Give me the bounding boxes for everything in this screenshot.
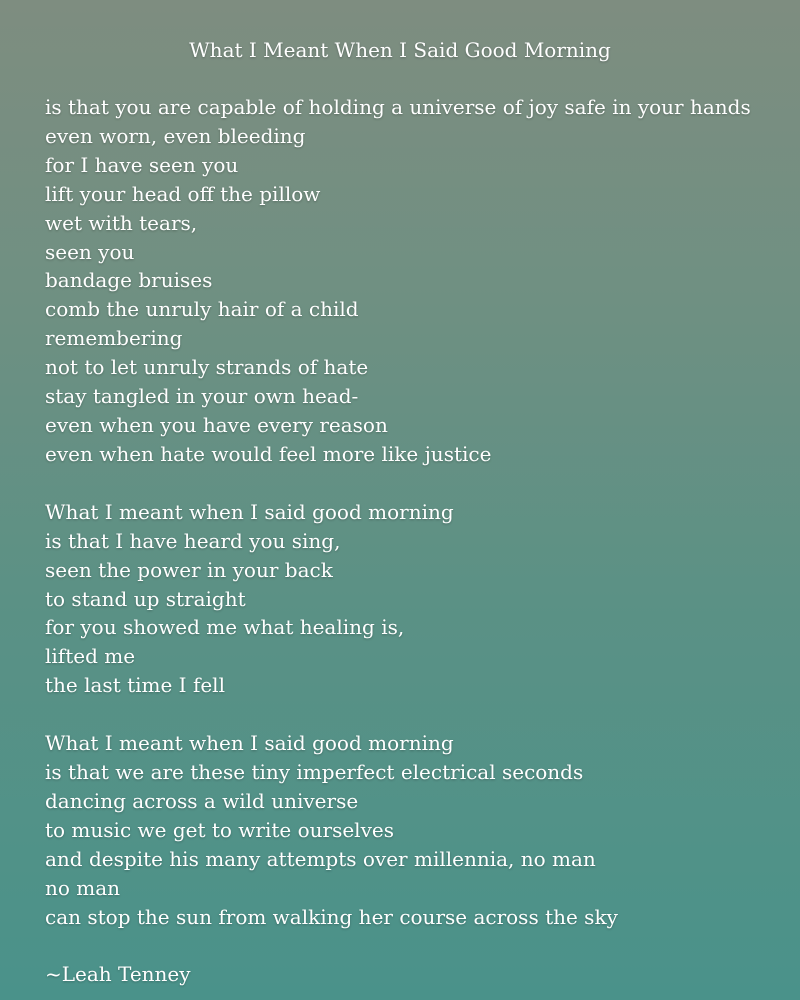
poem-line: no man: [45, 875, 121, 900]
poem-line: lift your head off the pillow: [45, 181, 321, 206]
poem-line: to music we get to write ourselves: [45, 817, 394, 842]
poem-line: wet with tears,: [45, 210, 198, 235]
poem-body: [45, 93, 785, 960]
poem-line: to stand up straight: [45, 586, 246, 611]
poem-line: bandage bruises: [45, 268, 213, 293]
poem-line: even worn, even bleeding: [45, 123, 306, 148]
poem-line: comb the unruly hair of a child: [45, 297, 359, 322]
poem-line: dancing across a wild universe: [45, 788, 359, 813]
poem-line: for you showed me what healing is,: [45, 615, 405, 640]
poem-line: not to let unruly strands of hate: [45, 355, 369, 380]
author-signature: ~Leah Tenney: [45, 962, 191, 986]
poem-line: can stop the sun from walking her course across the sky: [45, 904, 618, 929]
poem-line: is that you are capable of holding a universe of joy safe in your hands: [45, 95, 751, 119]
poem-line: even when hate would feel more like justice: [45, 441, 492, 466]
poem-title: What I Meant When I Said Good Morning: [189, 38, 611, 62]
poem-line: What I meant when I said good morning: [45, 499, 454, 524]
poem-line: lifted me: [45, 644, 136, 669]
poem-line: is that I have heard you sing,: [45, 528, 341, 553]
poem-line: the last time I fell: [45, 673, 225, 698]
poem-line: seen the power in your back: [45, 557, 333, 582]
poem-line: stay tangled in your own head-: [45, 384, 359, 409]
poem-line: remembering: [45, 326, 183, 351]
poem-line: even when you have every reason: [45, 412, 388, 437]
poem-line: for I have seen you: [45, 152, 239, 177]
stanza-2: [45, 498, 785, 700]
stanza-3: [45, 729, 785, 931]
stanza-1: [45, 93, 785, 469]
poem-line: What I meant when I said good morning: [45, 731, 454, 756]
poem-line: and despite his many attempts over millennia, no man: [45, 846, 596, 871]
poem-line: is that we are these tiny imperfect electrical seconds: [45, 760, 584, 785]
poem-line: seen you: [45, 239, 135, 264]
